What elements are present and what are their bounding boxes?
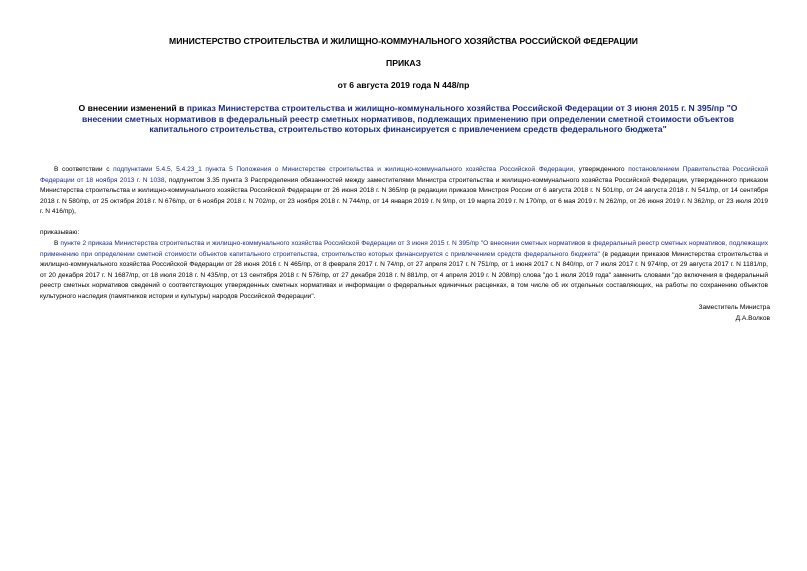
title-link[interactable]: приказ Министерства строительства и жилищно-коммунального хозяйства Российской Федерации от 3 июня 2015 г. N 395/пр "О внесении сметных нормативов в федеральный реестр сметных нормативов, подлежащих применению при определении сметной стоимости объектов капитального строительства, строительство которых финансируется с привлечением средств федерального бюджета" (82, 103, 738, 135)
order-word: приказываю: (40, 229, 80, 236)
order-text-1: В (54, 240, 61, 247)
order-text-2: (в редакции приказов Министерства строительства и жилищно-коммунального хозяйства Российской Федерации от 28 июня 2016 г. N 465/пр, от 8 февраля 2017 г. N 74/пр, от 27 апреля 2017 г. N 751/пр, от 1 июня 2017 г. N 840/пр, от 7 июля 2017 г. N 974/пр, от 29 августа 2017 г. N 1181/пр, от 20 декабря 2017 г. N 1687/пр, от 18 июля 2018 г. N 435/пр, от 13 сентября 2018 г. N 576/пр, от 27 декабря 2018 г. N 881/пр, от 4 апреля 2019 г. N 208/пр) (40, 250, 768, 279)
title-text: О внесении изменений в (78, 103, 187, 113)
preamble-paragraph (40, 165, 768, 218)
preamble-link-regulation[interactable]: подпунктами 5.4.5, 5.4.23_1 пункта 5 Положения о Министерстве строительства и жилищно-коммунального хозяйства Российской Федерации (113, 166, 574, 173)
document-title (58, 103, 758, 135)
order-text-3: слова "до 1 июля 2019 года" заменить словами "до включения в федеральный реестр сметных нормативов сведений о соответствующих утвержденных сметных нормативах и информации о федеральных единичных расценках, в том числе об их отдельных составляющих, на работы по сохранению объектов культурного наследия (памятников истории и культуры) народов Российской Федерации". (40, 271, 768, 300)
preamble-text-1: В соответствии с (54, 166, 114, 173)
signature-block (698, 303, 770, 324)
preamble-link-decree[interactable]: постановлением Правительства Российской Федерации от 18 ноября 2013 г. N 1038 (40, 166, 769, 184)
preamble-text-3: , подпунктом 3.35 пункта 3 Распределения обязанностей между заместителями Министра строительства и жилищно-коммунального хозяйства Российской Федерации, утвержденного приказом Министерства строительства и жилищно-коммунального хозяйства Российской Федерации от 26 июня 2018 г. N 365/пр (в редакции приказов Минстроя России от 6 августа 2018 г. N 501/пр, от 24 августа 2018 г. N 541/пр, от 14 сентября 2018 г. N 580/пр, от 25 октября 2018 г. N 676/пр, от 6 ноября 2018 г. N 702/пр, от 23 ноября 2018 г. N 744/пр, от 14 января 2019 г. N 9/пр, от 19 марта 2019 г. N 170/пр, от 6 мая 2019 г. N 262/пр, от 26 июня 2019 г. N 362/пр, от 23 июля 2019 г. N 416/пр), (40, 176, 769, 215)
signature-position: Заместитель Министра (698, 304, 770, 311)
document-type: ПРИКАЗ (386, 58, 421, 68)
order-paragraph (40, 239, 768, 302)
preamble-text-2: , утвержденного (573, 166, 629, 173)
order-link-clause[interactable]: пункте 2 приказа Министерства строительства и жилищно-коммунального хозяйства Российской Федерации от 3 июня 2015 г. N 395/пр "О внесении сметных нормативов в федеральный реестр сметных нормативов, подлежащих применению при определении сметной стоимости объектов капитального строительства, строительство которых финансируется с привлечением средств федерального бюджета" (40, 240, 768, 258)
ministry-heading: МИНИСТЕРСТВО СТРОИТЕЛЬСТВА И ЖИЛИЩНО-КОММУНАЛЬНОГО ХОЗЯЙСТВА РОССИЙСКОЙ ФЕДЕРАЦИИ (169, 36, 638, 46)
signature-name: Д.А.Волков (735, 314, 770, 322)
document-date-number: от 6 августа 2019 года N 448/пр (337, 80, 470, 90)
